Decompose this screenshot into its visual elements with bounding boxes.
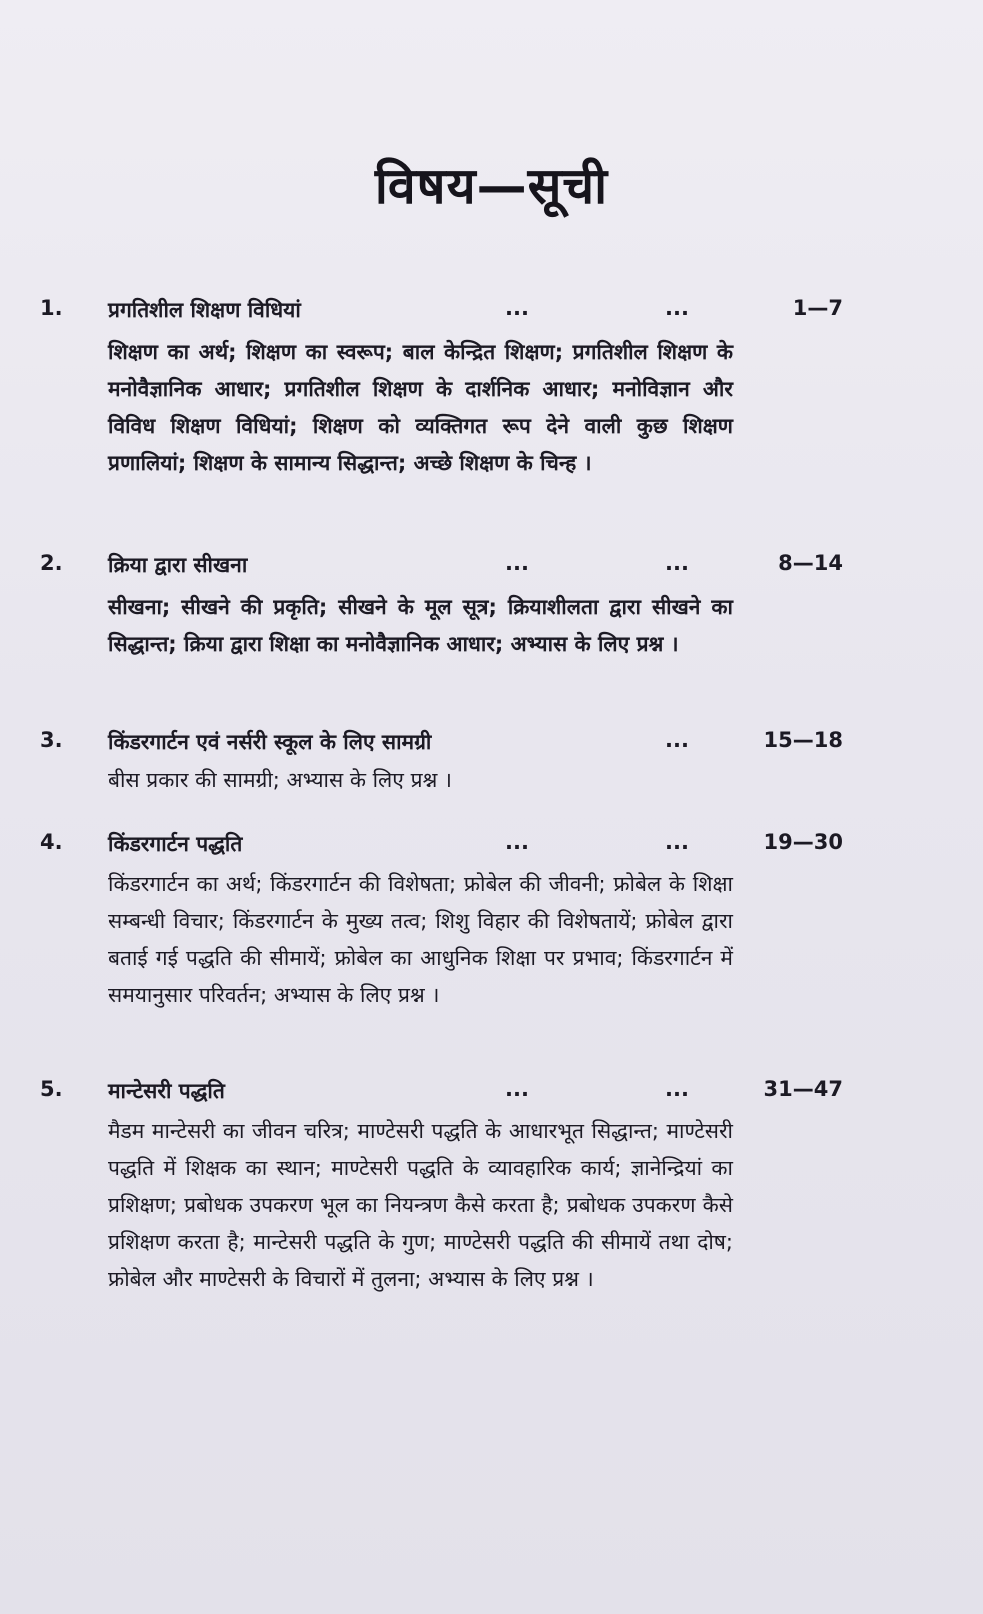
page-title: विषय—सूची bbox=[374, 157, 609, 215]
dot-leader: ... bbox=[665, 551, 689, 575]
entry-description: बीस प्रकार की सामग्री; अभ्यास के लिए प्रश्न । bbox=[108, 768, 453, 792]
dot-leader: ... bbox=[665, 1077, 689, 1101]
dot-leader: ... bbox=[505, 830, 529, 854]
entry-description: शिक्षण का अर्थ; शिक्षण का स्वरूप; बाल केन्द्रित शिक्षण; प्रगतिशील शिक्षण के मनोवैज्ञानिक आधार; प्रगतिशील शिक्षण के दार्शनिक आधार; मनोविज्ञान और विविध शिक्षण विधियां; शिक्षण को व्यक्तिगत रूप देने वाली कुछ शिक्षण प्रणालियां; शिक्षण के सामान्य सिद्धान्त; अच्छे शिक्षण के चिन्ह । bbox=[108, 340, 733, 475]
entry-page-range: 8—14 bbox=[778, 551, 843, 575]
entry-heading: किंडरगार्टन एवं नर्सरी स्कूल के लिए सामग्री bbox=[108, 730, 432, 754]
dot-leader: ... bbox=[505, 551, 529, 575]
dot-leader: ... bbox=[665, 296, 689, 320]
entry-page-range: 31—47 bbox=[763, 1077, 843, 1101]
entry-description: सीखना; सीखने की प्रकृति; सीखने के मूल सूत्र; क्रियाशीलता द्वारा सीखने का सिद्धान्त; क्रिया द्वारा शिक्षा का मनोवैज्ञानिक आधार; अभ्यास के लिए प्रश्न । bbox=[108, 595, 733, 656]
dot-leader: ... bbox=[665, 728, 689, 752]
entry-description: मैडम मान्टेसरी का जीवन चरित्र; माण्टेसरी पद्धति के आधारभूत सिद्धान्त; माण्टेसरी पद्धति में शिक्षक का स्थान; माण्टेसरी पद्धति के व्यावहारिक कार्य; ज्ञानेन्द्रियां का प्रशिक्षण; प्रबोधक उपकरण भूल का नियन्त्रण कैसे करता है; प्रबोधक उपकरण कैसे प्रशिक्षण करता है; मान्टेसरी पद्धति के गुण; माण्टेसरी पद्धति की सीमायें तथा दोष; फ्रोबेल और माण्टेसरी के विचारों में तुलना; अभ्यास के लिए प्रश्न । bbox=[108, 1119, 733, 1291]
entry-heading: किंडरगार्टन पद्धति bbox=[108, 832, 243, 856]
entry-number: 4. bbox=[40, 830, 63, 854]
entry-heading: क्रिया द्वारा सीखना bbox=[108, 553, 248, 577]
dot-leader: ... bbox=[665, 830, 689, 854]
entry-page-range: 19—30 bbox=[763, 830, 843, 854]
entry-page-range: 15—18 bbox=[763, 728, 843, 752]
dot-leader: ... bbox=[505, 296, 529, 320]
entry-heading: मान्टेसरी पद्धति bbox=[108, 1079, 225, 1103]
entry-heading: प्रगतिशील शिक्षण विधियां bbox=[108, 298, 301, 322]
entry-number: 2. bbox=[40, 551, 63, 575]
entry-number: 1. bbox=[40, 296, 63, 320]
entry-number: 3. bbox=[40, 728, 63, 752]
entry-page-range: 1—7 bbox=[792, 296, 843, 320]
entry-number: 5. bbox=[40, 1077, 63, 1101]
dot-leader: ... bbox=[505, 1077, 529, 1101]
entry-description: किंडरगार्टन का अर्थ; किंडरगार्टन की विशेषता; फ्रोबेल की जीवनी; फ्रोबेल के शिक्षा सम्बन्धी विचार; किंडरगार्टन के मुख्य तत्व; शिशु विहार की विशेषतायें; फ्रोबेल द्वारा बताई गई पद्धति की सीमायें; फ्रोबेल का आधुनिक शिक्षा पर प्रभाव; किंडरगार्टन में समयानुसार परिवर्तन; अभ्यास के लिए प्रश्न । bbox=[108, 872, 733, 1007]
